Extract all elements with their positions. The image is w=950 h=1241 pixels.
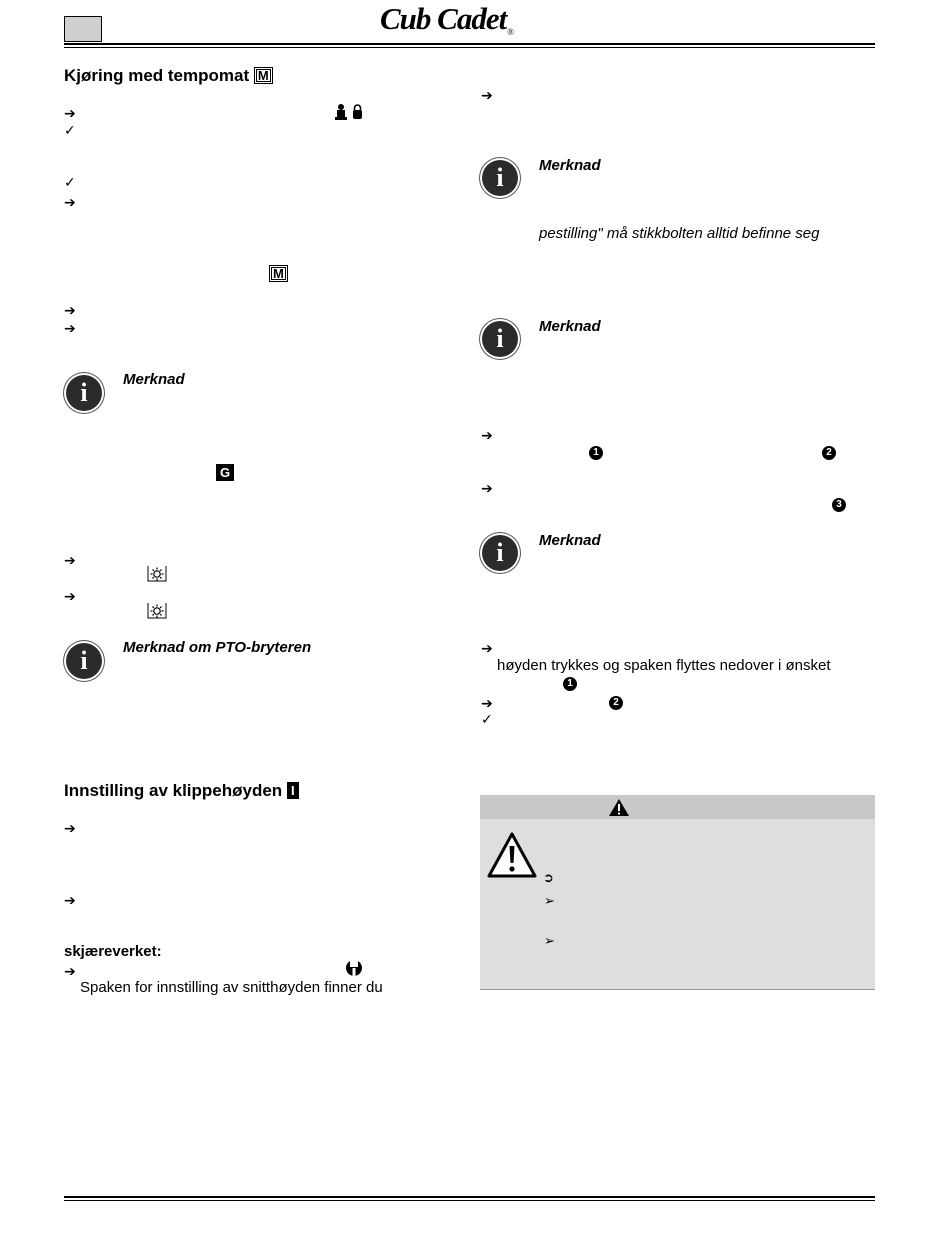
callout-number-2: 2 <box>609 696 623 710</box>
arrow-icon: ➔ <box>64 194 76 210</box>
mode-m-symbol: M <box>269 265 288 284</box>
note-title: Merknad <box>539 318 601 335</box>
note-text-line: pestilling" må stikkbolten alltid befinne seg <box>539 225 820 242</box>
arrow-icon: ➔ <box>481 480 493 496</box>
wrench-icon <box>344 960 364 978</box>
callout-number-3: 3 <box>832 498 846 512</box>
page-number-box <box>64 16 102 42</box>
text-line: Spaken for innstilling av snitthøyden finner du <box>80 979 383 996</box>
check-icon: ✓ <box>64 122 76 138</box>
note-title: Merknad <box>539 532 601 549</box>
header-rule <box>64 43 875 45</box>
info-icon: i <box>482 321 518 357</box>
arrow-icon: ➔ <box>64 552 76 568</box>
pto-icon <box>146 602 168 619</box>
mode-i-symbol: I <box>287 782 299 799</box>
note-title-pto: Merknad om PTO-bryteren <box>123 639 312 656</box>
operator-lock-icon <box>333 103 365 121</box>
info-icon: i <box>66 375 102 411</box>
arrow-icon: ➔ <box>64 892 76 908</box>
arrow-icon: ➔ <box>481 695 493 711</box>
header-rule-thin <box>64 47 875 48</box>
text-line: høyden trykkes og spaken flyttes nedover i ønsket <box>497 657 831 674</box>
mode-g-symbol: G <box>216 464 234 483</box>
footer-rule-thin <box>64 1200 875 1201</box>
arrow-icon: ➔ <box>481 427 493 443</box>
arrow-icon: ➔ <box>64 320 76 336</box>
callout-number-1: 1 <box>589 446 603 460</box>
brand-logo: Cub Cadet® <box>380 1 514 37</box>
note-title: Merknad <box>539 157 601 174</box>
warning-body <box>480 819 875 989</box>
mode-m-symbol: M <box>254 67 273 84</box>
footer-rule <box>64 1196 875 1198</box>
check-icon: ✓ <box>64 174 76 190</box>
arrow-icon: ➔ <box>64 302 76 318</box>
section-heading-cutting-height: Innstilling av klippehøyden I <box>64 781 299 801</box>
info-icon: i <box>66 643 102 679</box>
bullet-icon: ➢ <box>544 893 555 908</box>
arrow-icon: ➔ <box>64 588 76 604</box>
arrow-icon: ➔ <box>64 105 76 121</box>
bullet-icon: ➢ <box>544 933 555 948</box>
warning-small-icon <box>608 798 630 817</box>
pto-icon <box>146 565 168 582</box>
info-icon: i <box>482 160 518 196</box>
callout-number-2: 2 <box>822 446 836 460</box>
section-heading-cruise: Kjøring med tempomat M <box>64 66 273 86</box>
callout-number-1: 1 <box>563 677 577 691</box>
check-icon: ✓ <box>481 711 493 727</box>
warning-bottom-rule <box>480 989 875 990</box>
label-skjaereverket: skjæreverket: <box>64 943 162 960</box>
arrow-icon: ➔ <box>481 87 493 103</box>
info-icon: i <box>482 535 518 571</box>
arrow-icon: ➔ <box>64 820 76 836</box>
hook-icon: ➲ <box>543 870 554 885</box>
warning-header-bar <box>480 795 875 819</box>
arrow-icon: ➔ <box>64 963 76 979</box>
note-title: Merknad <box>123 371 185 388</box>
warning-large-icon <box>486 831 538 879</box>
arrow-icon: ➔ <box>481 640 493 656</box>
